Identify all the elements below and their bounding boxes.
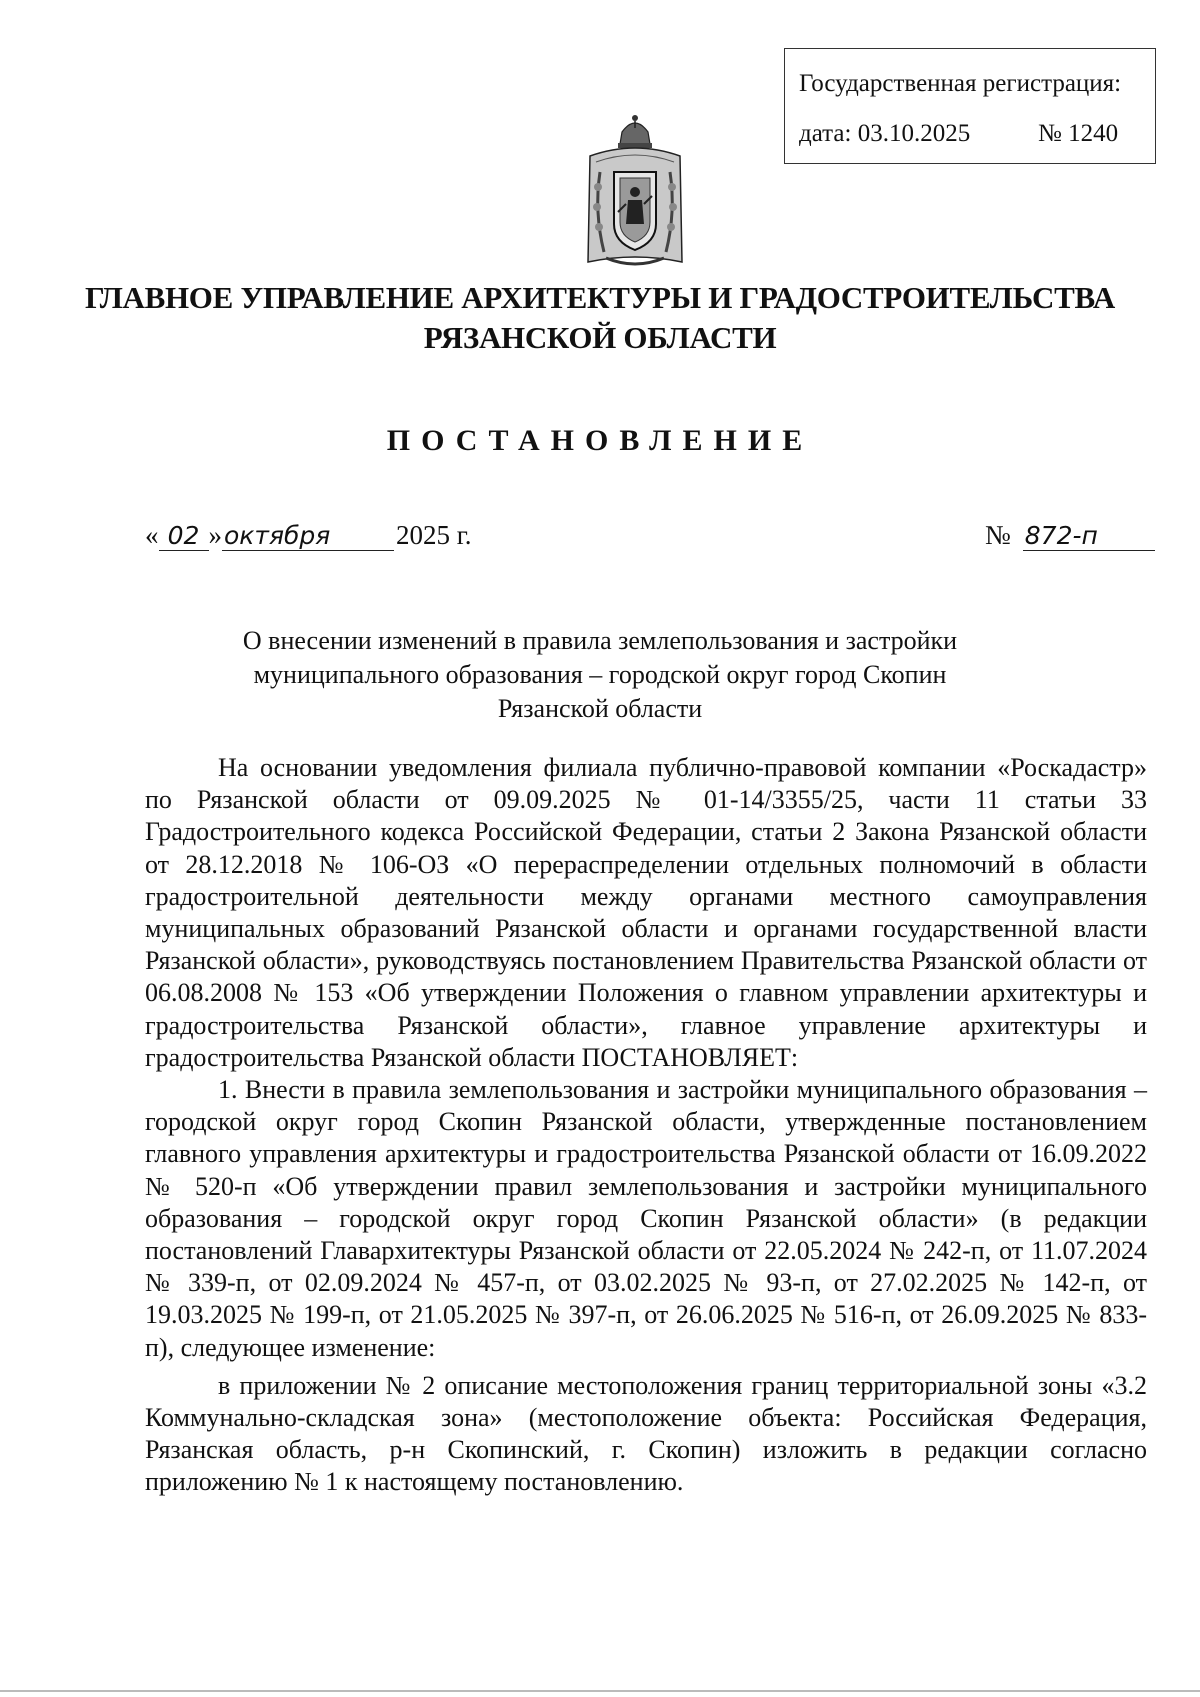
- registration-date: дата: 03.10.2025: [799, 120, 971, 147]
- document-subject: [0, 624, 1200, 726]
- number-label: №: [985, 520, 1011, 550]
- item-1-paragraph: 1. Внести в правила землепользования и застройки муниципального образования – городской округ город Скопин Рязанской области, утвержденные постановлением главного управления архитектуры и градостроительства Рязанской области от 16.09.2022 № 520-п «Об утверждении правил землепользования и застройки муниципального образования – городской округ город Скопин Рязанской области» (в редакции постановлений Главархитектуры Рязанской области от 22.05.2024 № 242-п, от 11.07.2024 № 339-п, от 02.09.2024 № 457-п, от 03.02.2025 № 93-п, от 27.02.2025 № 142-п, от 19.03.2025 № 199-п, от 21.05.2025 № 397-п, от 26.06.2025 № 516-п, от 26.09.2025 № 833-п), следующее изменение:: [145, 1075, 1147, 1362]
- coat-of-arms-icon: [570, 112, 700, 270]
- document-type: ПОСТАНОВЛЕНИЕ: [386, 424, 814, 457]
- subitem-paragraph: в приложении № 2 описание местоположения границ территориальной зоны «3.2 Коммунально-складская зона» (местоположение объекта: Российская Федерация, Рязанская область, р-н Скопинский, г. Скопин) изложить в редакции согласно приложению № 1 к настоящему постановлению.: [145, 1370, 1147, 1497]
- subject-line: муниципального образования – городской округ город Скопин: [253, 660, 947, 689]
- registration-number: № 1240: [1038, 120, 1119, 147]
- page-bottom-edge: [0, 1690, 1200, 1692]
- organization-name-line1: ГЛАВНОЕ УПРАВЛЕНИЕ АРХИТЕКТУРЫ И ГРАДОСТРОИТЕЛЬСТВА: [84, 280, 1115, 315]
- date-close-quote: »: [208, 520, 222, 550]
- date-open-quote: «: [145, 520, 159, 550]
- document-number: [985, 520, 1155, 551]
- organization-name-line2: РЯЗАНСКОЙ ОБЛАСТИ: [423, 320, 777, 355]
- date-month: октября: [222, 522, 394, 551]
- document-body: [145, 752, 1147, 1499]
- registration-title: Государственная регистрация:: [799, 70, 1122, 97]
- organization-name: [0, 278, 1200, 358]
- date-year: 2025 г.: [396, 520, 472, 550]
- number-value: 872-п: [1023, 522, 1155, 551]
- registration-stamp: [784, 48, 1156, 164]
- preamble-paragraph: На основании уведомления филиала публично-правовой компании «Роскадастр» по Рязанской области от 09.09.2025 № 01-14/3355/25, части 11 статьи 33 Градостроительного кодекса Российской Федерации, статьи 2 Закона Рязанской области от 28.12.2018 № 106-ОЗ «О перераспределении отдельных полномочий в области градостроительной деятельности между органами местного самоуправления муниципальных образований Рязанской области и органами государственной власти Рязанской области», руководствуясь постановлением Правительства Рязанской области от 06.08.2008 № 153 «Об утверждении Положения о главном управлении архитектуры и градостроительства Рязанской области», главное управление архитектуры и градостроительства Рязанской области ПОСТАНОВЛЯЕТ:: [145, 753, 1147, 1072]
- document-date: [145, 520, 472, 551]
- subject-line: Рязанской области: [497, 694, 703, 723]
- subject-line: О внесении изменений в правила землепользования и застройки: [242, 626, 958, 655]
- date-day: 02: [159, 522, 209, 551]
